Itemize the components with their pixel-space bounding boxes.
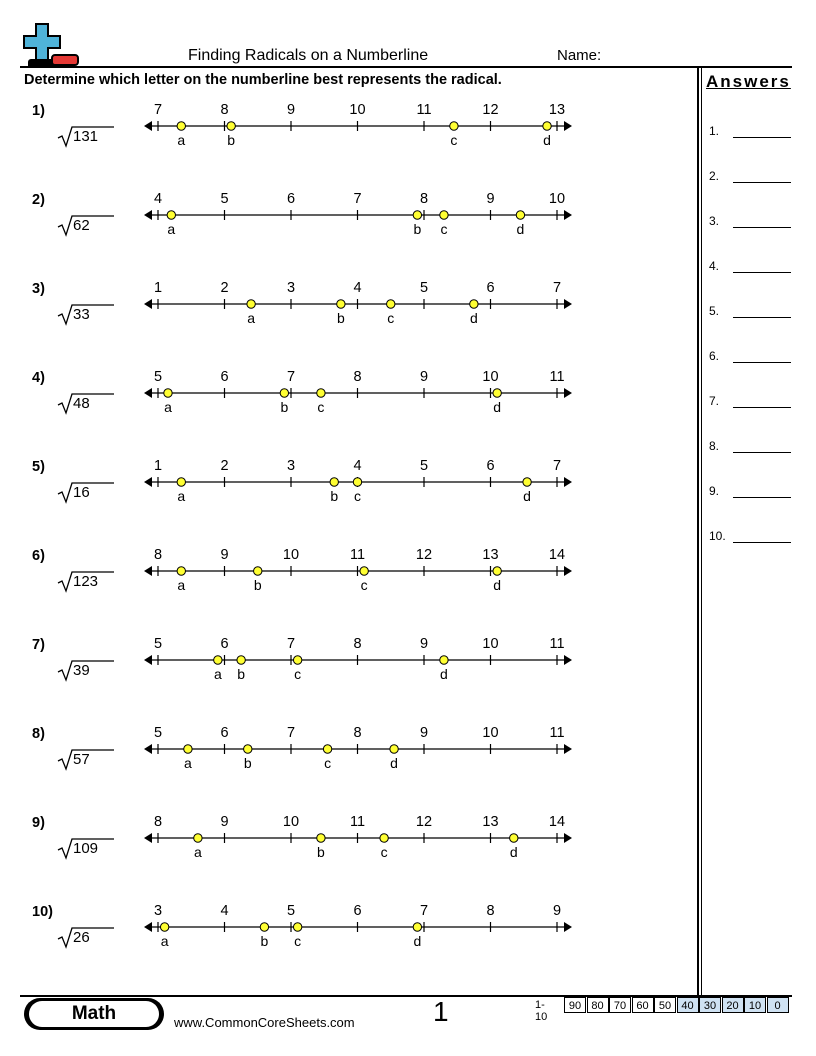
score-cell: 20 [722, 997, 744, 1013]
point-marker-c[interactable] [323, 745, 331, 753]
tick-label: 9 [220, 547, 229, 563]
answer-number: 10. [709, 529, 726, 543]
tick-label: 10 [282, 814, 300, 830]
tick-label: 11 [549, 725, 565, 741]
point-marker-b[interactable] [317, 834, 325, 842]
point-letter: d [509, 844, 518, 860]
point-marker-d[interactable] [413, 923, 421, 931]
tick-label: 13 [482, 547, 499, 563]
point-letter: c [317, 399, 325, 415]
answer-blank[interactable] [733, 362, 791, 363]
point-letter: a [194, 844, 202, 860]
point-letter: d [413, 933, 422, 949]
tick-label: 10 [482, 369, 499, 385]
answer-row [709, 349, 793, 365]
tick-label: 7 [286, 636, 296, 652]
answer-row [709, 259, 793, 275]
arrow-right-icon [564, 566, 572, 576]
point-letter: c [324, 755, 332, 771]
subject-badge [24, 998, 164, 1030]
point-letter: d [390, 755, 398, 771]
point-marker-a[interactable] [214, 656, 222, 664]
tick-label: 5 [286, 903, 296, 919]
radicand: 16 [73, 484, 90, 501]
point-letter: b [336, 310, 345, 326]
answers-title: Answers [706, 72, 791, 91]
problem-number: 10) [32, 904, 53, 920]
tick-label: 13 [548, 102, 566, 118]
radical-expression [56, 836, 116, 860]
number-line [140, 366, 580, 418]
tick-label: 1 [153, 458, 163, 474]
tick-label: 6 [353, 903, 362, 919]
point-marker-a[interactable] [167, 211, 175, 219]
score-cell: 90 [564, 997, 586, 1013]
arrow-right-icon [564, 388, 572, 398]
tick-label: 8 [419, 191, 429, 207]
number-line [140, 633, 580, 685]
point-letter: b [330, 488, 339, 504]
tick-label: 9 [552, 903, 562, 919]
radicand: 109 [73, 840, 99, 857]
score-cell: 0 [767, 997, 789, 1013]
radical-expression [56, 925, 116, 949]
point-letter: d [516, 221, 525, 237]
tick-label: 12 [415, 547, 433, 563]
answer-number: 9. [709, 484, 720, 498]
point-letter: c [294, 933, 302, 949]
radical-expression [56, 302, 116, 326]
number-line [140, 722, 580, 774]
arrow-left-icon [144, 655, 152, 665]
tick-label: 10 [482, 725, 499, 741]
point-marker-d[interactable] [493, 567, 501, 575]
radical-expression [56, 747, 116, 771]
tick-label: 5 [419, 458, 429, 474]
number-line [140, 277, 580, 329]
point-letter: a [167, 221, 176, 237]
score-cell: 50 [654, 997, 676, 1013]
answer-blank[interactable] [733, 542, 791, 543]
radicand: 131 [73, 128, 99, 145]
arrow-left-icon [144, 922, 152, 932]
radical-expression [56, 480, 116, 504]
point-marker-c[interactable] [387, 300, 395, 308]
score-cell: 60 [632, 997, 654, 1013]
number-line [140, 900, 580, 952]
tick-label: 8 [220, 102, 229, 118]
arrow-right-icon [564, 210, 572, 220]
point-marker-d[interactable] [390, 745, 398, 753]
tick-label: 8 [486, 903, 495, 919]
tick-label: 9 [419, 369, 429, 385]
radical-expression [56, 569, 116, 593]
answer-blank[interactable] [733, 227, 791, 228]
tick-label: 1 [153, 280, 163, 296]
answer-row [709, 529, 793, 545]
answer-blank[interactable] [733, 317, 791, 318]
problem-number: 1) [32, 103, 45, 119]
answer-number: 1. [709, 124, 720, 138]
arrow-left-icon [144, 210, 152, 220]
tick-label: 8 [153, 547, 163, 563]
tick-label: 12 [415, 814, 433, 830]
point-letter: a [164, 399, 172, 415]
answer-blank[interactable] [733, 452, 791, 453]
name-label: Name: [557, 47, 602, 64]
arrow-right-icon [564, 833, 572, 843]
answer-number: 3. [709, 214, 720, 228]
tick-label: 4 [353, 458, 362, 474]
point-marker-b[interactable] [260, 923, 268, 931]
radical-expression [56, 124, 116, 148]
number-line [140, 99, 580, 151]
tick-label: 5 [153, 369, 163, 385]
tick-label: 11 [549, 636, 565, 652]
problem-number: 3) [32, 281, 45, 297]
number-line [140, 188, 580, 240]
problem-number: 6) [32, 548, 45, 564]
point-marker-a[interactable] [184, 745, 192, 753]
point-marker-d[interactable] [543, 122, 551, 130]
tick-label: 12 [482, 102, 499, 118]
radicand: 39 [73, 662, 90, 679]
tick-label: 5 [220, 191, 229, 207]
tick-label: 7 [552, 458, 562, 474]
problem-number: 9) [32, 815, 45, 831]
point-marker-c[interactable] [317, 389, 325, 397]
tick-label: 10 [349, 102, 366, 118]
tick-label: 4 [353, 280, 362, 296]
point-marker-d[interactable] [510, 834, 518, 842]
arrow-left-icon [144, 744, 152, 754]
point-marker-d[interactable] [493, 389, 501, 397]
arrow-left-icon [144, 833, 152, 843]
score-cell: 10 [744, 997, 766, 1013]
radicand: 33 [73, 306, 90, 323]
tick-label: 9 [419, 725, 429, 741]
point-marker-c[interactable] [353, 478, 361, 486]
tick-label: 11 [349, 547, 366, 563]
tick-label: 7 [286, 725, 296, 741]
score-cell: 30 [699, 997, 721, 1013]
problem-number: 2) [32, 192, 45, 208]
arrow-right-icon [564, 922, 572, 932]
tick-label: 3 [286, 280, 296, 296]
score-range-label: 1-10 [535, 999, 548, 1023]
point-letter: a [177, 488, 186, 504]
tick-label: 7 [419, 903, 429, 919]
score-cell: 80 [587, 997, 609, 1013]
tick-label: 10 [548, 191, 566, 207]
score-cell: 70 [609, 997, 631, 1013]
answer-blank[interactable] [733, 407, 791, 408]
point-marker-b[interactable] [337, 300, 345, 308]
point-letter: c [387, 310, 395, 326]
tick-label: 7 [353, 191, 362, 207]
tick-label: 4 [153, 191, 163, 207]
arrow-right-icon [564, 121, 572, 131]
answer-blank[interactable] [733, 272, 791, 273]
tick-label: 8 [353, 725, 362, 741]
point-letter: b [260, 933, 269, 949]
tick-label: 11 [349, 814, 366, 830]
point-letter: d [543, 132, 551, 148]
arrow-right-icon [564, 299, 572, 309]
tick-label: 9 [286, 102, 296, 118]
tick-label: 6 [286, 191, 296, 207]
problem-number: 8) [32, 726, 45, 742]
point-letter: a [184, 755, 192, 771]
point-marker-b[interactable] [227, 122, 235, 130]
point-letter: d [493, 399, 502, 415]
point-letter: b [237, 666, 246, 682]
answer-row [709, 484, 793, 500]
point-letter: a [213, 666, 222, 682]
answer-row [709, 439, 793, 455]
tick-label: 9 [419, 636, 429, 652]
point-letter: c [354, 488, 361, 504]
point-letter: c [450, 132, 458, 148]
answer-row [709, 394, 793, 410]
point-letter: c [294, 666, 302, 682]
point-letter: c [380, 844, 388, 860]
point-marker-a[interactable] [194, 834, 202, 842]
point-marker-d[interactable] [516, 211, 524, 219]
point-letter: b [253, 577, 262, 593]
point-marker-c[interactable] [360, 567, 368, 575]
point-letter: d [523, 488, 531, 504]
tick-label: 14 [548, 547, 566, 563]
point-marker-c[interactable] [450, 122, 458, 130]
answer-number: 5. [709, 304, 720, 318]
answer-blank[interactable] [733, 137, 791, 138]
tick-label: 9 [220, 814, 229, 830]
tick-label: 11 [416, 102, 432, 118]
arrow-right-icon [564, 744, 572, 754]
problem-number: 4) [32, 370, 45, 386]
point-letter: b [243, 755, 252, 771]
tick-label: 7 [153, 102, 163, 118]
arrow-left-icon [144, 477, 152, 487]
point-marker-a[interactable] [160, 923, 168, 931]
answer-row [709, 169, 793, 185]
point-marker-a[interactable] [164, 389, 172, 397]
point-marker-a[interactable] [177, 122, 185, 130]
tick-label: 6 [486, 280, 495, 296]
subject-label: Math [29, 1001, 159, 1027]
radicand: 62 [73, 217, 90, 234]
answer-blank[interactable] [733, 182, 791, 183]
number-line [140, 544, 580, 596]
point-letter: b [413, 221, 422, 237]
problem-number: 7) [32, 637, 45, 653]
point-letter: d [440, 666, 448, 682]
logo-icon [22, 22, 80, 68]
tick-label: 6 [486, 458, 495, 474]
point-letter: a [247, 310, 255, 326]
point-marker-b[interactable] [413, 211, 421, 219]
point-letter: c [360, 577, 368, 593]
answer-number: 4. [709, 259, 720, 273]
point-letter: c [440, 221, 448, 237]
point-letter: a [160, 933, 169, 949]
tick-label: 9 [486, 191, 495, 207]
point-marker-b[interactable] [237, 656, 245, 664]
tick-label: 6 [220, 636, 229, 652]
answer-blank[interactable] [733, 497, 791, 498]
tick-label: 7 [552, 280, 562, 296]
radical-expression [56, 658, 116, 682]
point-letter: d [469, 310, 478, 326]
tick-label: 10 [482, 636, 499, 652]
point-letter: a [177, 132, 186, 148]
point-marker-a[interactable] [247, 300, 255, 308]
point-marker-a[interactable] [177, 478, 185, 486]
tick-label: 11 [549, 369, 565, 385]
tick-label: 4 [220, 903, 229, 919]
tick-label: 8 [353, 636, 362, 652]
number-line [140, 455, 580, 507]
point-marker-c[interactable] [380, 834, 388, 842]
answer-number: 6. [709, 349, 720, 363]
radicand: 48 [73, 395, 90, 412]
instructions: Determine which letter on the numberline best represents the radical. [24, 72, 502, 88]
problem-number: 5) [32, 459, 45, 475]
tick-label: 8 [153, 814, 163, 830]
answer-number: 2. [709, 169, 720, 183]
tick-label: 14 [548, 814, 566, 830]
point-letter: d [493, 577, 502, 593]
answers-divider [697, 67, 699, 996]
arrow-left-icon [144, 566, 152, 576]
tick-label: 10 [282, 547, 300, 563]
number-line [140, 811, 580, 863]
point-letter: a [177, 577, 186, 593]
arrow-left-icon [144, 388, 152, 398]
radical-expression [56, 213, 116, 237]
tick-label: 5 [153, 725, 163, 741]
tick-label: 6 [220, 369, 229, 385]
point-marker-c[interactable] [293, 923, 301, 931]
arrow-left-icon [144, 121, 152, 131]
score-cell: 40 [677, 997, 699, 1013]
radical-expression [56, 391, 116, 415]
tick-label: 2 [220, 280, 229, 296]
answer-row [709, 214, 793, 230]
page-title: Finding Radicals on a Numberline [188, 47, 429, 64]
answer-row [709, 124, 793, 140]
point-letter: b [227, 132, 236, 148]
point-marker-b[interactable] [254, 567, 262, 575]
header-divider [20, 66, 792, 68]
tick-label: 6 [220, 725, 229, 741]
arrow-right-icon [564, 477, 572, 487]
radicand: 57 [73, 751, 90, 768]
tick-label: 3 [153, 903, 163, 919]
point-marker-b[interactable] [280, 389, 288, 397]
arrow-left-icon [144, 299, 152, 309]
point-marker-b[interactable] [330, 478, 338, 486]
tick-label: 2 [220, 458, 229, 474]
tick-label: 13 [482, 814, 499, 830]
point-marker-c[interactable] [293, 656, 301, 664]
point-marker-b[interactable] [244, 745, 252, 753]
radicand: 123 [73, 573, 99, 590]
arrow-right-icon [564, 655, 572, 665]
point-marker-a[interactable] [177, 567, 185, 575]
answer-number: 7. [709, 394, 720, 408]
tick-label: 8 [353, 369, 362, 385]
tick-label: 7 [286, 369, 296, 385]
tick-label: 5 [153, 636, 163, 652]
tick-label: 3 [286, 458, 296, 474]
answers-divider-inner [701, 67, 702, 996]
point-marker-d[interactable] [440, 656, 448, 664]
point-letter: b [317, 844, 325, 860]
point-marker-c[interactable] [440, 211, 448, 219]
point-marker-d[interactable] [470, 300, 478, 308]
tick-label: 5 [419, 280, 429, 296]
page-number: 1 [433, 996, 449, 1027]
point-marker-d[interactable] [523, 478, 531, 486]
point-letter: b [280, 399, 289, 415]
website-link[interactable]: www.CommonCoreSheets.com [174, 1015, 355, 1030]
answer-row [709, 304, 793, 320]
radicand: 26 [73, 929, 90, 946]
answer-number: 8. [709, 439, 720, 453]
